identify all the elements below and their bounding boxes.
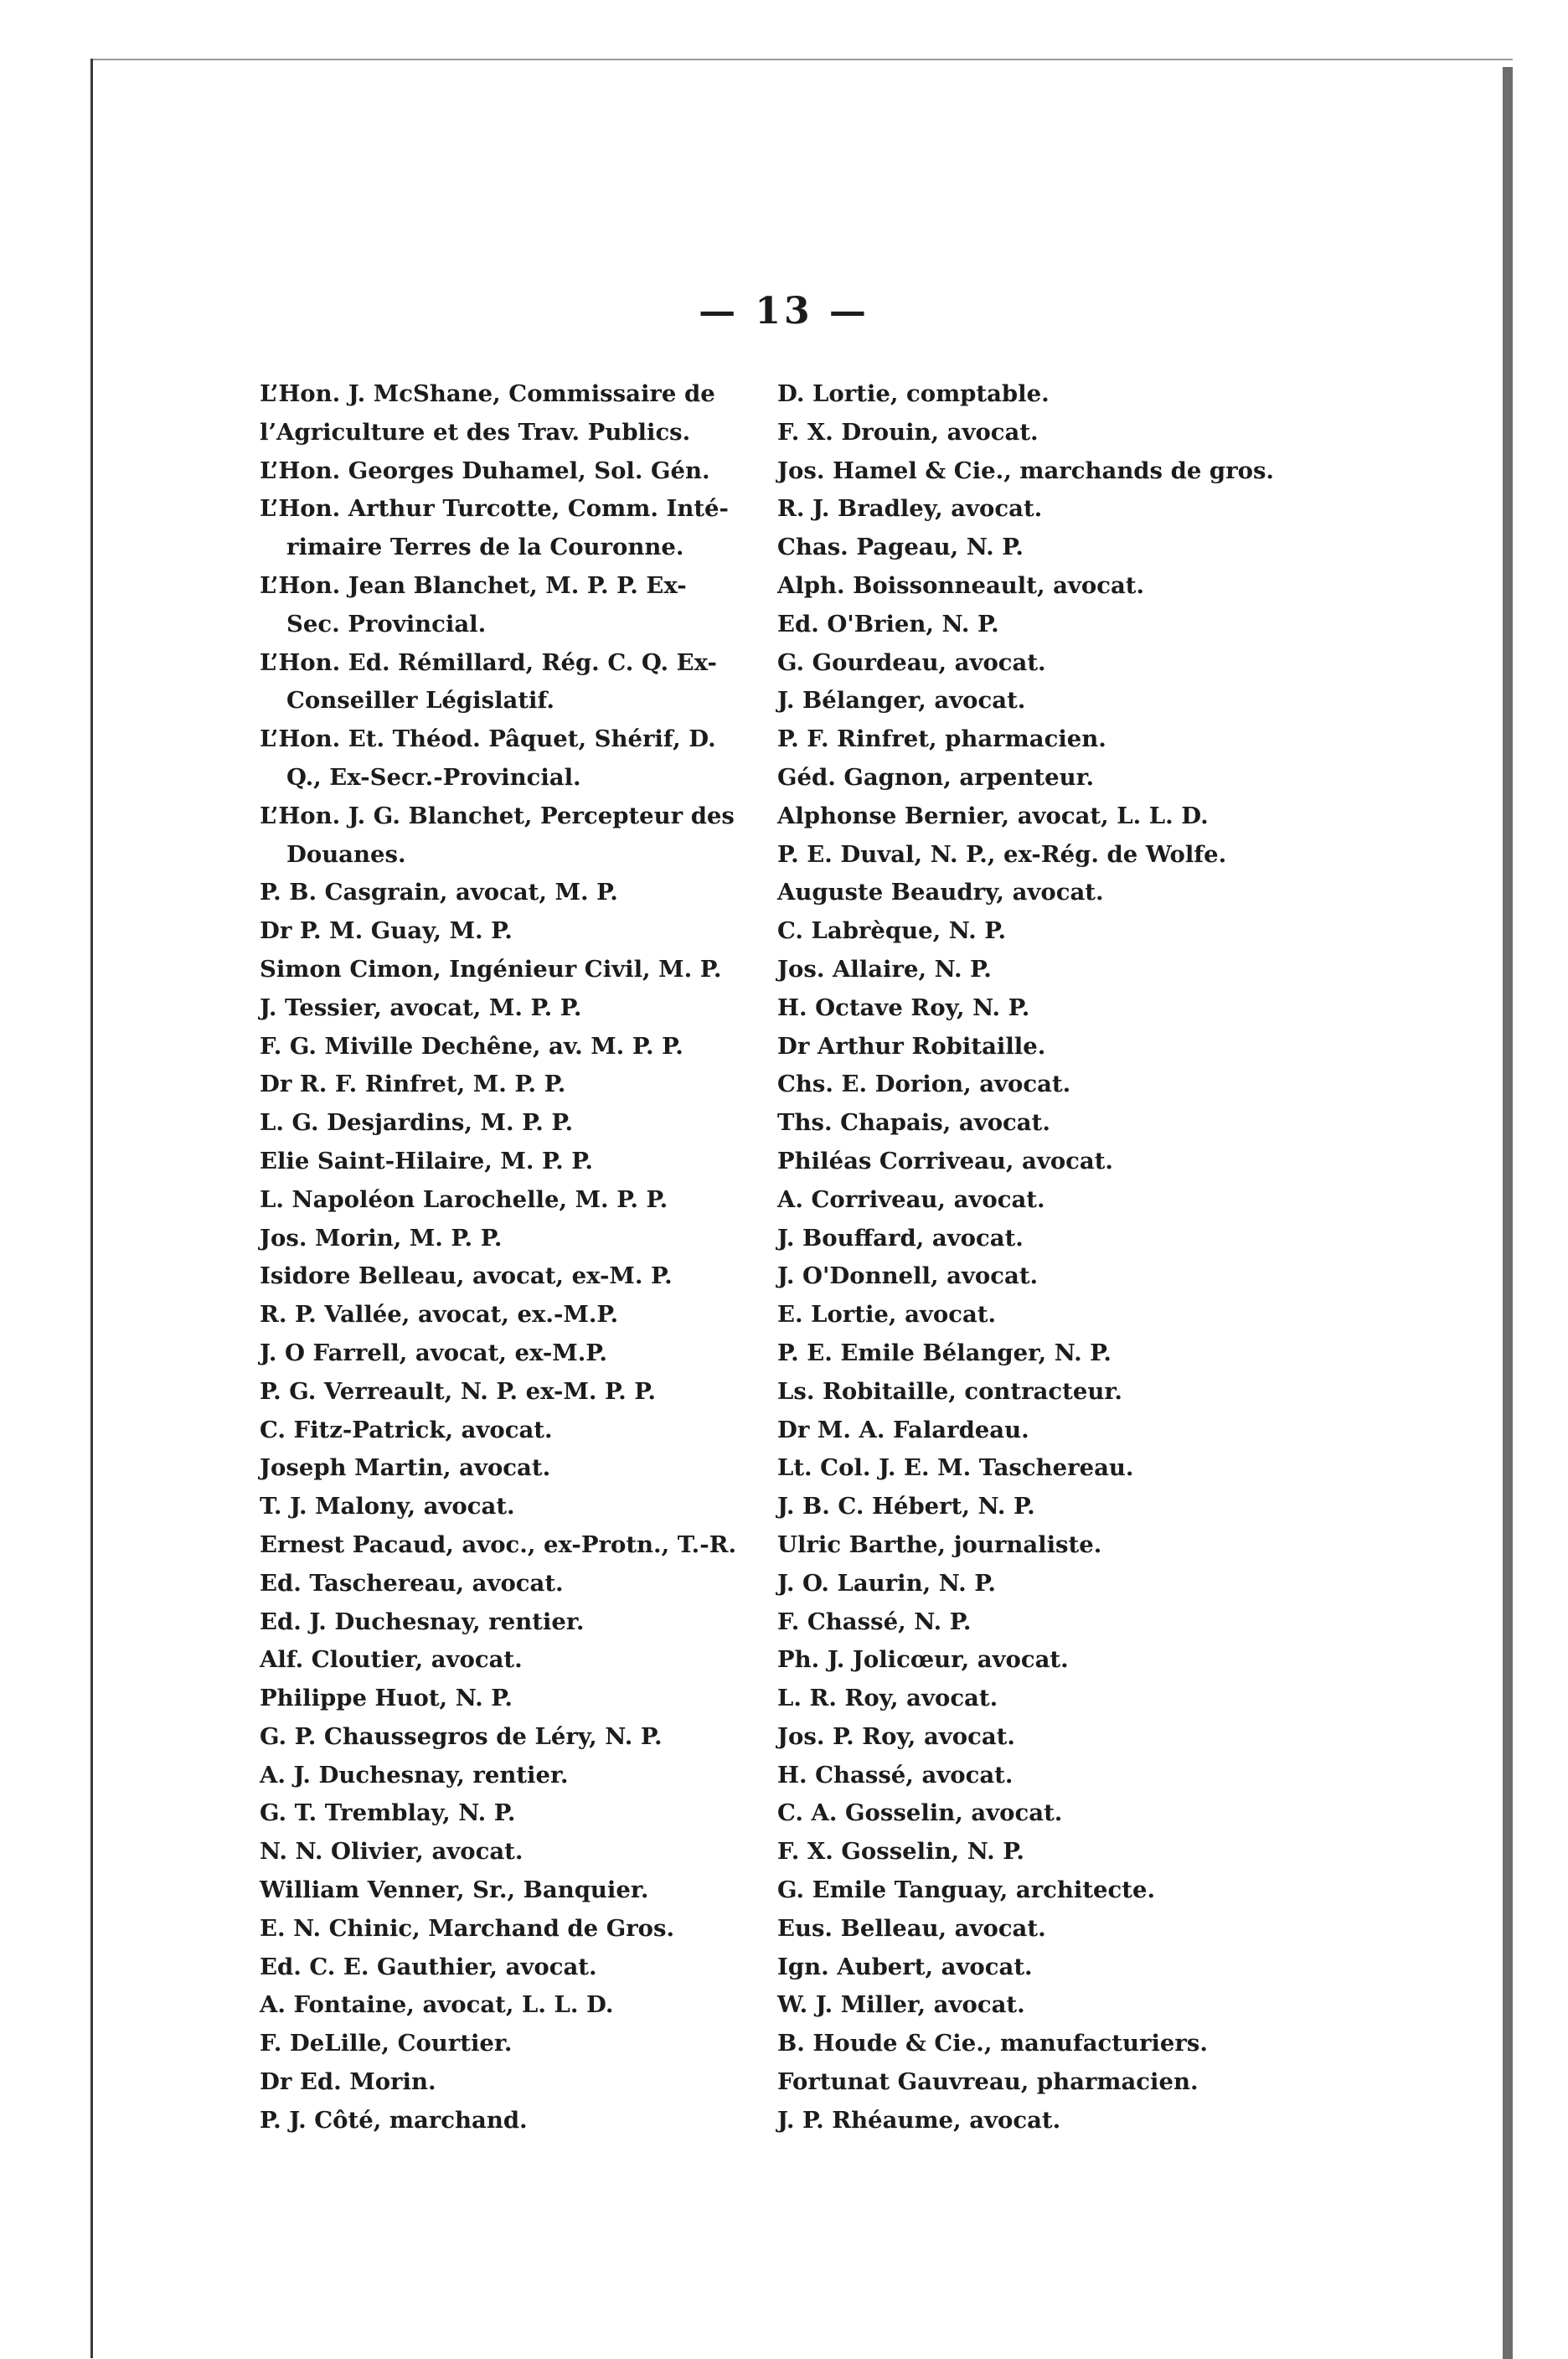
list-item: Elie Saint-Hilaire, M. P. P. [260, 1147, 593, 1174]
list-item: G. P. Chaussegros de Léry, N. P. [260, 1722, 663, 1750]
list-item: Ernest Pacaud, avoc., ex-Protn., T.-R. [260, 1531, 737, 1558]
list-item: F. X. Gosselin, N. P. [777, 1838, 1024, 1866]
list-item: J. O Farrell, avocat, ex-M.P. [260, 1339, 607, 1366]
list-item: Chas. Pageau, N. P. [777, 534, 1024, 561]
list-item: Ulric Barthe, journaliste. [777, 1531, 1102, 1558]
list-item: P. G. Verreault, N. P. ex-M. P. P. [260, 1377, 657, 1405]
page-number: — 13 — [699, 290, 869, 333]
list-item: Philéas Corriveau, avocat. [777, 1147, 1114, 1174]
list-item: Jos. Allaire, N. P. [777, 955, 992, 983]
list-item: N. N. Olivier, avocat. [260, 1838, 524, 1866]
list-item: C. Fitz-Patrick, avocat. [260, 1416, 553, 1443]
list-item: L’Hon. Et. Théod. Pâquet, Shérif, D. [260, 725, 716, 753]
list-item: Jos. Morin, M. P. P. [260, 1224, 503, 1252]
list-item: Alf. Cloutier, avocat. [260, 1646, 523, 1674]
left-column-list [260, 375, 758, 2140]
list-item: Ed. C. E. Gauthier, avocat. [260, 1953, 597, 1980]
list-item: l’Agriculture et des Trav. Publics. [260, 418, 691, 446]
list-item: Jos. P. Roy, avocat. [777, 1722, 1015, 1750]
list-item: L’Hon. Georges Duhamel, Sol. Gén. [260, 457, 710, 484]
list-item: A. Fontaine, avocat, L. L. D. [260, 1991, 614, 2019]
list-item: J. O'Donnell, avocat. [777, 1262, 1039, 1290]
list-item: E. Lortie, avocat. [777, 1301, 997, 1329]
right-column-list [777, 375, 1288, 2140]
list-item: Ph. J. Jolicœur, avocat. [777, 1646, 1069, 1674]
list-item: Ed. Taschereau, avocat. [260, 1569, 564, 1597]
list-item-continuation: Q., Ex-Secr.-Provincial. [286, 763, 581, 791]
list-item: L’Hon. J. G. Blanchet, Percepteur des [260, 802, 735, 829]
list-item: G. Gourdeau, avocat. [777, 648, 1046, 676]
list-item: L’Hon. Arthur Turcotte, Comm. Inté- [260, 495, 729, 523]
list-item: Ed. O'Brien, N. P. [777, 610, 999, 637]
list-item: Ths. Chapais, avocat. [777, 1109, 1050, 1137]
list-item: F. DeLille, Courtier. [260, 2030, 513, 2057]
list-item: L. Napoléon Larochelle, M. P. P. [260, 1185, 668, 1213]
list-item: F. Chassé, N. P. [777, 1608, 972, 1635]
list-item: Dr R. F. Rinfret, M. P. P. [260, 1071, 566, 1098]
list-item: J. Tessier, avocat, M. P. P. [260, 994, 582, 1021]
list-item: Chs. E. Dorion, avocat. [777, 1071, 1071, 1098]
list-item: Auguste Beaudry, avocat. [777, 879, 1104, 906]
list-item: Simon Cimon, Ingénieur Civil, M. P. [260, 955, 722, 983]
page-left-edge [90, 59, 93, 2358]
list-item: Dr Ed. Morin. [260, 2068, 436, 2096]
list-item: C. Labrèque, N. P. [777, 917, 1007, 945]
list-item: Philippe Huot, N. P. [260, 1685, 513, 1712]
list-item: J. P. Rhéaume, avocat. [777, 2106, 1061, 2134]
list-item: Isidore Belleau, avocat, ex-M. P. [260, 1262, 673, 1290]
list-item: L’Hon. Ed. Rémillard, Rég. C. Q. Ex- [260, 648, 717, 676]
list-item: L. R. Roy, avocat. [777, 1685, 998, 1712]
list-item: P. E. Duval, N. P., ex-Rég. de Wolfe. [777, 840, 1227, 868]
list-item: Alphonse Bernier, avocat, L. L. D. [777, 802, 1209, 829]
list-item: Alph. Boissonneault, avocat. [777, 571, 1145, 599]
list-item: C. A. Gosselin, avocat. [777, 1799, 1063, 1827]
list-item: Dr Arthur Robitaille. [777, 1032, 1046, 1060]
list-item-continuation: Sec. Provincial. [286, 610, 487, 637]
list-item: Géd. Gagnon, arpenteur. [777, 763, 1095, 791]
list-item: A. Corriveau, avocat. [777, 1185, 1045, 1213]
list-item: J. Bouffard, avocat. [777, 1224, 1024, 1252]
list-item: J. O. Laurin, N. P. [777, 1569, 996, 1597]
list-item: Dr P. M. Guay, M. P. [260, 917, 513, 945]
list-item: L’Hon. J. McShane, Commissaire de [260, 380, 715, 407]
list-item: Fortunat Gauvreau, pharmacien. [777, 2068, 1199, 2096]
list-item-continuation: Douanes. [286, 840, 406, 868]
list-item: Lt. Col. J. E. M. Taschereau. [777, 1454, 1134, 1482]
list-item: L’Hon. Jean Blanchet, M. P. P. Ex- [260, 571, 687, 599]
list-item: Ls. Robitaille, contracteur. [777, 1377, 1122, 1405]
list-item: R. J. Bradley, avocat. [777, 495, 1043, 523]
list-item: Eus. Belleau, avocat. [777, 1914, 1046, 1942]
list-item: W. J. Miller, avocat. [777, 1991, 1025, 2019]
list-item: B. Houde & Cie., manufacturiers. [777, 2030, 1208, 2057]
list-item: J. Bélanger, avocat. [777, 687, 1026, 715]
list-item: G. T. Tremblay, N. P. [260, 1799, 516, 1827]
list-item: Dr M. A. Falardeau. [777, 1416, 1029, 1443]
list-item: L. G. Desjardins, M. P. P. [260, 1109, 574, 1137]
list-item: H. Chassé, avocat. [777, 1761, 1014, 1789]
list-item: Jos. Hamel & Cie., marchands de gros. [777, 457, 1275, 484]
list-item: E. N. Chinic, Marchand de Gros. [260, 1914, 675, 1942]
list-item: R. P. Vallée, avocat, ex.-M.P. [260, 1301, 619, 1329]
list-item: P. J. Côté, marchand. [260, 2106, 528, 2134]
list-item: William Venner, Sr., Banquier. [260, 1876, 649, 1904]
page-right-edge [1503, 67, 1513, 2359]
list-item: P. B. Casgrain, avocat, M. P. [260, 879, 618, 906]
list-item: H. Octave Roy, N. P. [777, 994, 1030, 1021]
list-item: G. Emile Tanguay, architecte. [777, 1876, 1156, 1904]
list-item: D. Lortie, comptable. [777, 380, 1050, 407]
list-item: Joseph Martin, avocat. [260, 1454, 551, 1482]
list-item: Ed. J. Duchesnay, rentier. [260, 1608, 585, 1635]
list-item: F. X. Drouin, avocat. [777, 418, 1039, 446]
list-item: A. J. Duchesnay, rentier. [260, 1761, 569, 1789]
list-item: P. E. Emile Bélanger, N. P. [777, 1339, 1112, 1366]
list-item: J. B. C. Hébert, N. P. [777, 1493, 1035, 1520]
list-item-continuation: Conseiller Législatif. [286, 687, 554, 715]
list-item: P. F. Rinfret, pharmacien. [777, 725, 1106, 753]
list-item: Ign. Aubert, avocat. [777, 1953, 1033, 1980]
page-top-edge [90, 59, 1513, 60]
list-item: T. J. Malony, avocat. [260, 1493, 515, 1520]
list-item-continuation: rimaire Terres de la Couronne. [286, 534, 684, 561]
list-item: F. G. Miville Dechêne, av. M. P. P. [260, 1032, 683, 1060]
